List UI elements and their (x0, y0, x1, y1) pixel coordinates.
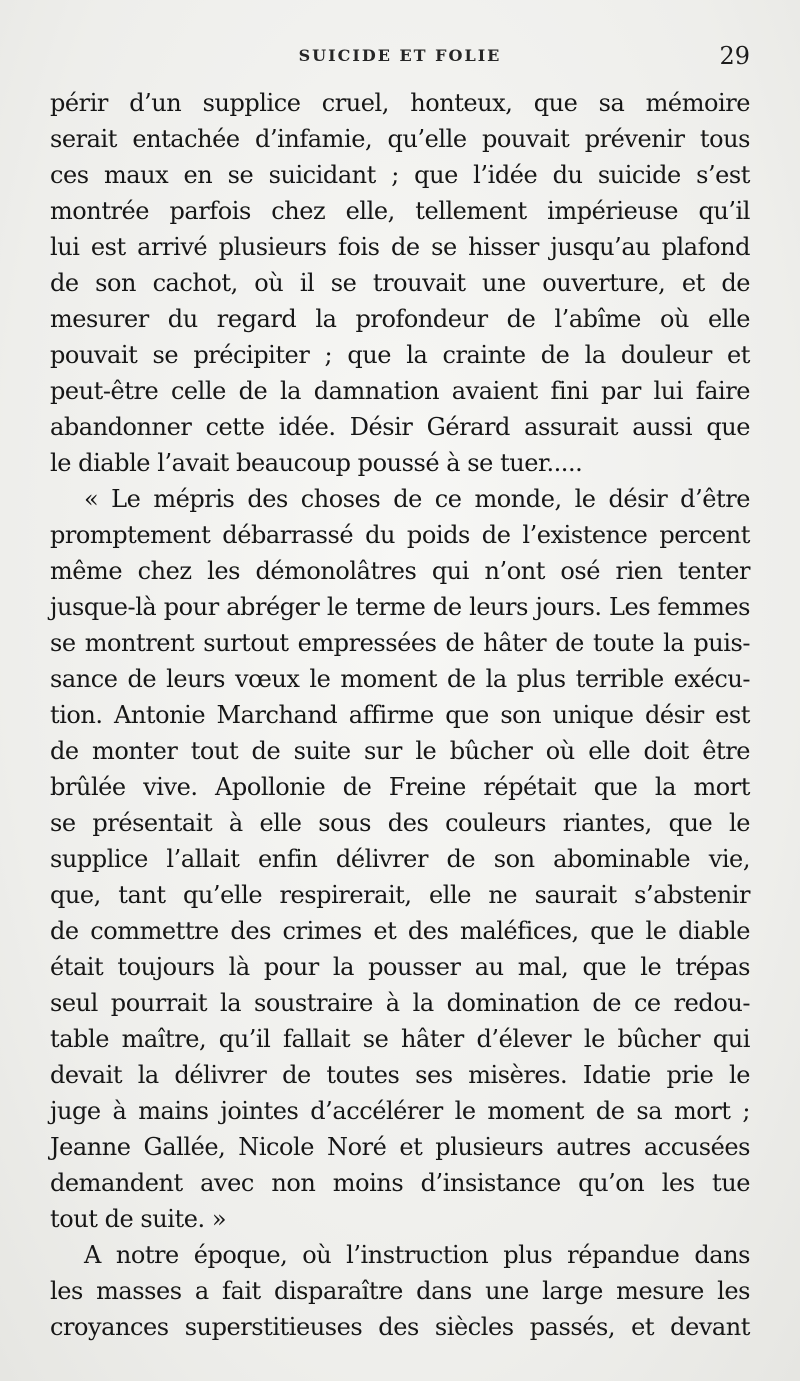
text-line: se présentait à elle sous des couleurs riantes, que le (50, 809, 750, 837)
text-line: de commettre des crimes et des maléfices, que le diable (50, 917, 750, 945)
text-line: table maître, qu’il fallait se hâter d’élever le bûcher qui (50, 1025, 750, 1053)
text-line: était toujours là pour la pousser au mal, que le trépas (50, 953, 750, 981)
text-line: de monter tout de suite sur le bûcher où elle doit être (50, 737, 750, 765)
page-number: 29 (719, 42, 750, 70)
text-line: ces maux en se suicidant ; que l’idée du suicide s’est (50, 161, 750, 189)
text-line: même chez les démonolâtres qui n’ont osé rien tenter (50, 557, 750, 585)
text-line: se montrent surtout empressées de hâter de toute la puis- (50, 629, 750, 657)
text-line: tout de suite. » (50, 1205, 227, 1233)
text-line: sance de leurs vœux le moment de la plus terrible exécu- (50, 665, 750, 693)
text-line: tion. Antonie Marchand affirme que son unique désir est (50, 701, 750, 729)
running-head (50, 44, 750, 74)
text-line: mesurer du regard la profondeur de l’abîme où elle (50, 305, 750, 333)
text-line: « Le mépris des choses de ce monde, le désir d’être (84, 485, 750, 513)
text-line: périr d’un supplice cruel, honteux, que sa mémoire (50, 89, 750, 117)
text-line: de son cachot, où il se trouvait une ouverture, et de (50, 269, 750, 297)
text-line: supplice l’allait enfin délivrer de son abominable vie, (50, 845, 750, 873)
running-title: SUICIDE ET FOLIE (298, 46, 502, 65)
text-line: promptement débarrassé du poids de l’existence percent (50, 521, 750, 549)
text-line: Jeanne Gallée, Nicole Noré et plusieurs autres accusées (50, 1133, 750, 1161)
body-text (50, 85, 750, 1345)
text-line: que, tant qu’elle respirerait, elle ne saurait s’abstenir (50, 881, 750, 909)
text-line: les masses a fait disparaître dans une large mesure les (50, 1277, 750, 1305)
text-line: abandonner cette idée. Désir Gérard assurait aussi que (50, 413, 750, 441)
text-line: brûlée vive. Apollonie de Freine répétait que la mort (50, 773, 750, 801)
text-line: devait la délivrer de toutes ses misères. Idatie prie le (50, 1061, 750, 1089)
text-line: A notre époque, où l’instruction plus répandue dans (84, 1241, 750, 1269)
text-line: pouvait se précipiter ; que la crainte de la douleur et (50, 341, 750, 369)
text-line: serait entachée d’infamie, qu’elle pouvait prévenir tous (50, 125, 750, 153)
text-line: juge à mains jointes d’accélérer le moment de sa mort ; (50, 1097, 750, 1125)
text-line: jusque-là pour abréger le terme de leurs jours. Les femmes (50, 593, 750, 621)
text-line: le diable l’avait beaucoup poussé à se tuer..... (50, 449, 583, 477)
text-line: peut-être celle de la damnation avaient fini par lui faire (50, 377, 750, 405)
text-line: lui est arrivé plusieurs fois de se hisser jusqu’au plafond (50, 233, 750, 261)
text-line: demandent avec non moins d’insistance qu’on les tue (50, 1169, 750, 1197)
text-line: croyances superstitieuses des siècles passés, et devant (50, 1313, 750, 1341)
text-line: seul pourrait la soustraire à la domination de ce redou- (50, 989, 750, 1017)
text-line: montrée parfois chez elle, tellement impérieuse qu’il (50, 197, 750, 225)
